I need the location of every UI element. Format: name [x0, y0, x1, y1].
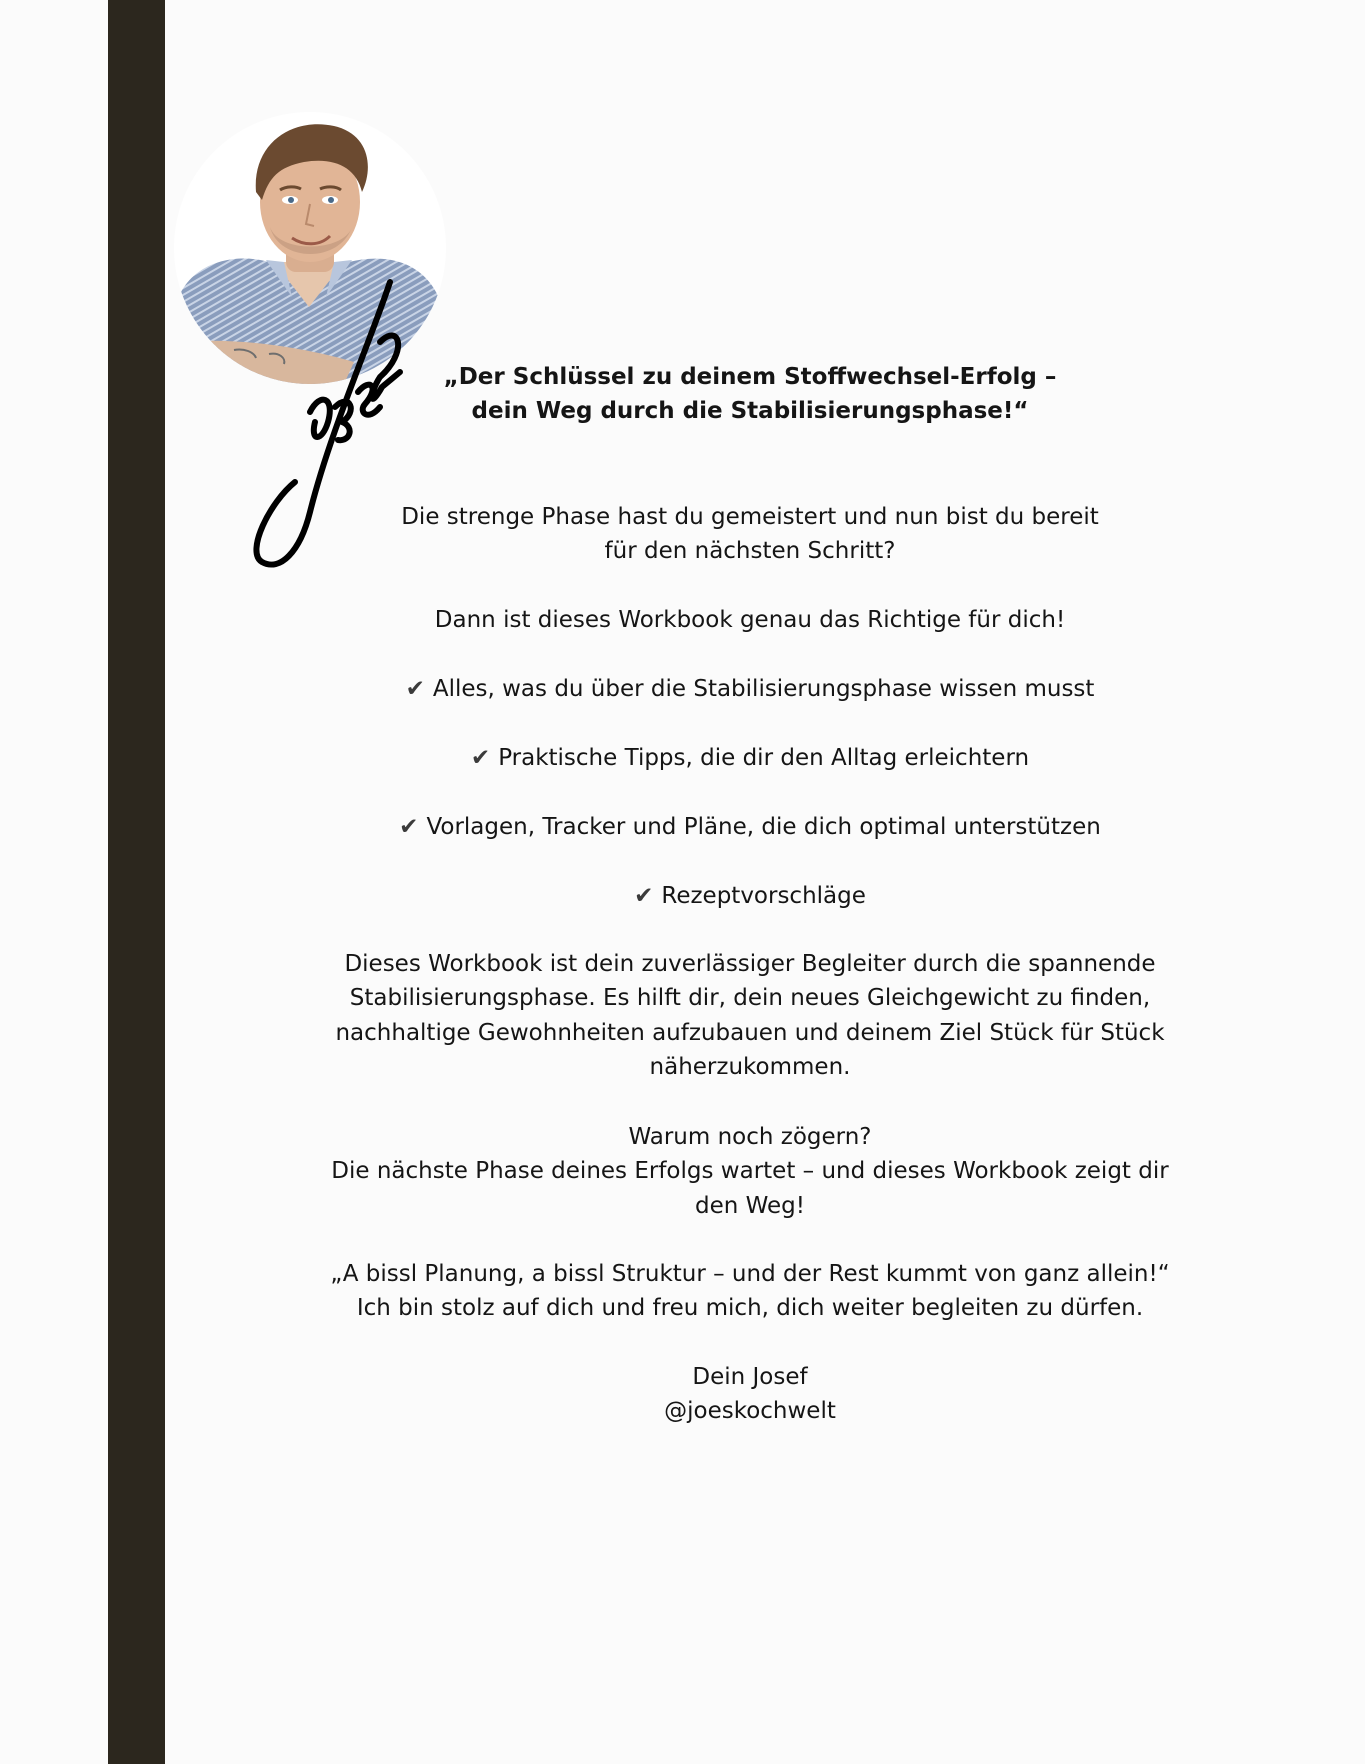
check-icon: ✔: [470, 745, 491, 771]
why-paragraph: [300, 1120, 1200, 1223]
description-line-1: Dieses Workbook ist dein zuverlässiger Begleiter durch die spannende: [344, 951, 1156, 977]
quote-paragraph: [300, 1257, 1200, 1326]
description-line-3: nachhaltige Gewohnheiten aufzubauen und deinem Ziel Stück für Stück: [335, 1019, 1165, 1046]
description-line-2: Stabilisierungsphase. Es hilft dir, dein neues Gleichgewicht zu finden,: [349, 985, 1151, 1012]
checklist-item-label: Alles, was du über die Stabilisierungsphase wissen musst: [432, 676, 1095, 702]
title-line-2: dein Weg durch die Stabilisierungsphase!“: [471, 398, 1029, 424]
check-icon: ✔: [399, 814, 419, 840]
title-line-1: „Der Schlüssel zu deinem Stoffwechsel-Erfolg –: [443, 364, 1057, 390]
checklist-item-label: Vorlagen, Tracker und Pläne, die dich optimal unterstützen: [426, 814, 1101, 840]
spine-bar: [108, 0, 165, 1764]
why-line-1: Warum noch zögern?: [628, 1124, 872, 1150]
closing-block: [300, 1360, 1200, 1429]
intro-paragraph: [300, 500, 1200, 569]
intro-line-1: Die strenge Phase hast du gemeistert und nun bist du bereit: [401, 504, 1099, 530]
check-icon: ✔: [634, 883, 654, 909]
checklist-item-label: Rezeptvorschläge: [661, 883, 866, 909]
checklist-item-label: Praktische Tipps, die dir den Alltag erleichtern: [498, 745, 1030, 771]
social-handle: @joeskochwelt: [664, 1398, 836, 1425]
intro-line-2: für den nächsten Schritt?: [604, 538, 896, 565]
quote-line-1: „A bissl Planung, a bissl Struktur – und der Rest kummt von ganz allein!“: [330, 1261, 1170, 1287]
checklist-item: [300, 810, 1200, 844]
checklist-item: [300, 672, 1200, 706]
description-line-4: näherzukommen.: [649, 1054, 851, 1081]
checklist-item: [300, 741, 1200, 775]
quote-line-2: Ich bin stolz auf dich und freu mich, dich weiter begleiten zu dürfen.: [356, 1295, 1144, 1322]
why-line-3: den Weg!: [694, 1192, 805, 1219]
closing-greeting: Dein Josef: [692, 1364, 808, 1390]
page-title: [300, 360, 1200, 428]
checklist-item: [300, 879, 1200, 913]
why-line-2: Die nächste Phase deines Erfolgs wartet – und dieses Workbook zeigt dir: [331, 1158, 1169, 1185]
check-icon: ✔: [405, 676, 425, 702]
description-paragraph: [300, 947, 1200, 1085]
lead-text: Dann ist dieses Workbook genau das Richtige für dich!: [434, 607, 1066, 633]
